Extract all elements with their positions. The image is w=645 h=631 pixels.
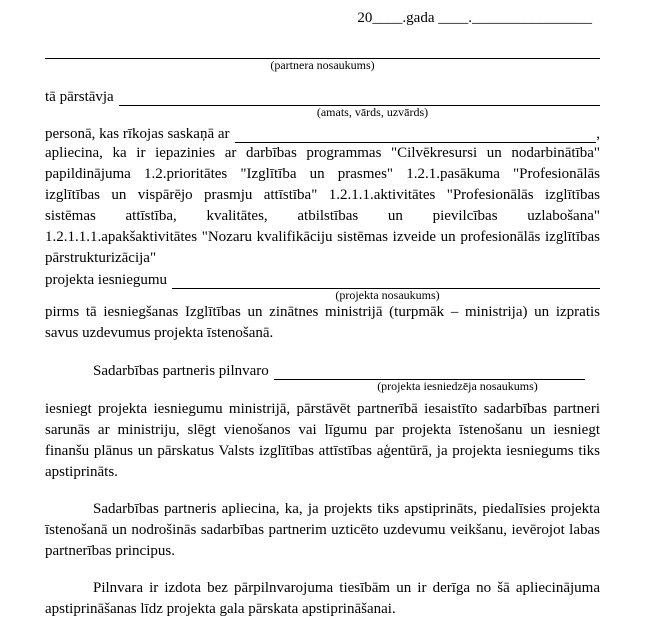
acting-basis-row [45, 123, 600, 143]
representative-field[interactable] [119, 91, 600, 106]
before-submission-paragraph: pirms tā iesniegšanas Izglītības un zinātnes ministrijā (turpmāk – ministrija) un izpratis savus uzdevumus projekta īstenošanā. [45, 304, 600, 341]
authorize-label: Sadarbības partneris pilnvaro [93, 363, 269, 379]
representative-caption-spacer [45, 106, 145, 119]
authorization-scope-paragraph: iesniegt projekta iesniegumu ministrijā, pārstāvēt partnerībā iesaistīto sadarbības partneri sarunās ar ministriju, slēgt vienošanos vai līgumu par projekta īstenošanu un iesniegt finanšu plānus un pārskatus Valsts izglītības attīstības aģentūrā, ja projekta iesniegums tiks apstiprināts. [45, 401, 600, 480]
confirmation-paragraph: apliecina, ka ir iepazinies ar darbības programmas "Cilvēkresursi un nodarbinātība" papildinājuma 1.2.prioritātes "Izglītība un prasmes" 1.2.1.pasākuma "Profesionālās izglītības un vispārējo prasmju attīstība" 1.2.1.1.aktivitātes "Profesionālās izglītības sistēmas attīstība, kvalitātes, atbilstības un pievilcības uzlabošana" 1.2.1.1.1.apakšaktivitātes "Nozaru kvalifikāciju sistēmas izveide un profesionālās izglītības pārstrukturizācija" [45, 145, 600, 266]
commitment-paragraph: Sadarbības partneris apliecina, ka, ja projekts tiks apstiprināts, piedalīsies projekta īstenošanā un nodrošinās sadarbības partnerim uzticēto uzdevumu veikšanu, ievērojot labas partnerības principus. [45, 501, 600, 559]
applicant-name-field[interactable] [274, 365, 585, 380]
authorize-row [45, 360, 600, 380]
representative-row [45, 86, 600, 106]
validity-paragraph: Pilnvara ir izdota bez pārpilnvarojuma tiesībām un ir derīga no šā apliecinājuma apstiprināšanas līdz projekta gala pārskata apstiprināšanai. [45, 580, 600, 617]
project-caption-spacer [45, 289, 175, 302]
representative-caption: (amats, vārds, uzvārds) [316, 105, 429, 119]
acting-basis-label: personā, kas rīkojas saskaņā ar [45, 126, 230, 142]
project-name-label: projekta iesniegumu [45, 272, 168, 288]
acting-basis-comma: , [596, 126, 600, 142]
representative-label: tā pārstāvja [45, 89, 114, 105]
project-caption-row [45, 289, 600, 302]
partner-name-caption: (partnera nosaukums) [270, 58, 375, 72]
applicant-caption-spacer [45, 380, 315, 393]
acting-basis-field[interactable] [235, 128, 597, 143]
partner-name-field[interactable] [45, 44, 600, 59]
applicant-caption-row [45, 380, 600, 393]
applicant-name-caption: (projekta iesniedzēja nosaukums) [377, 379, 538, 393]
project-name-caption: (projekta nosaukums) [335, 288, 440, 302]
project-name-row [45, 269, 600, 289]
representative-caption-row [45, 106, 600, 119]
date-line: 20____.gada ____.________________ [357, 10, 592, 26]
project-name-field[interactable] [172, 274, 600, 289]
